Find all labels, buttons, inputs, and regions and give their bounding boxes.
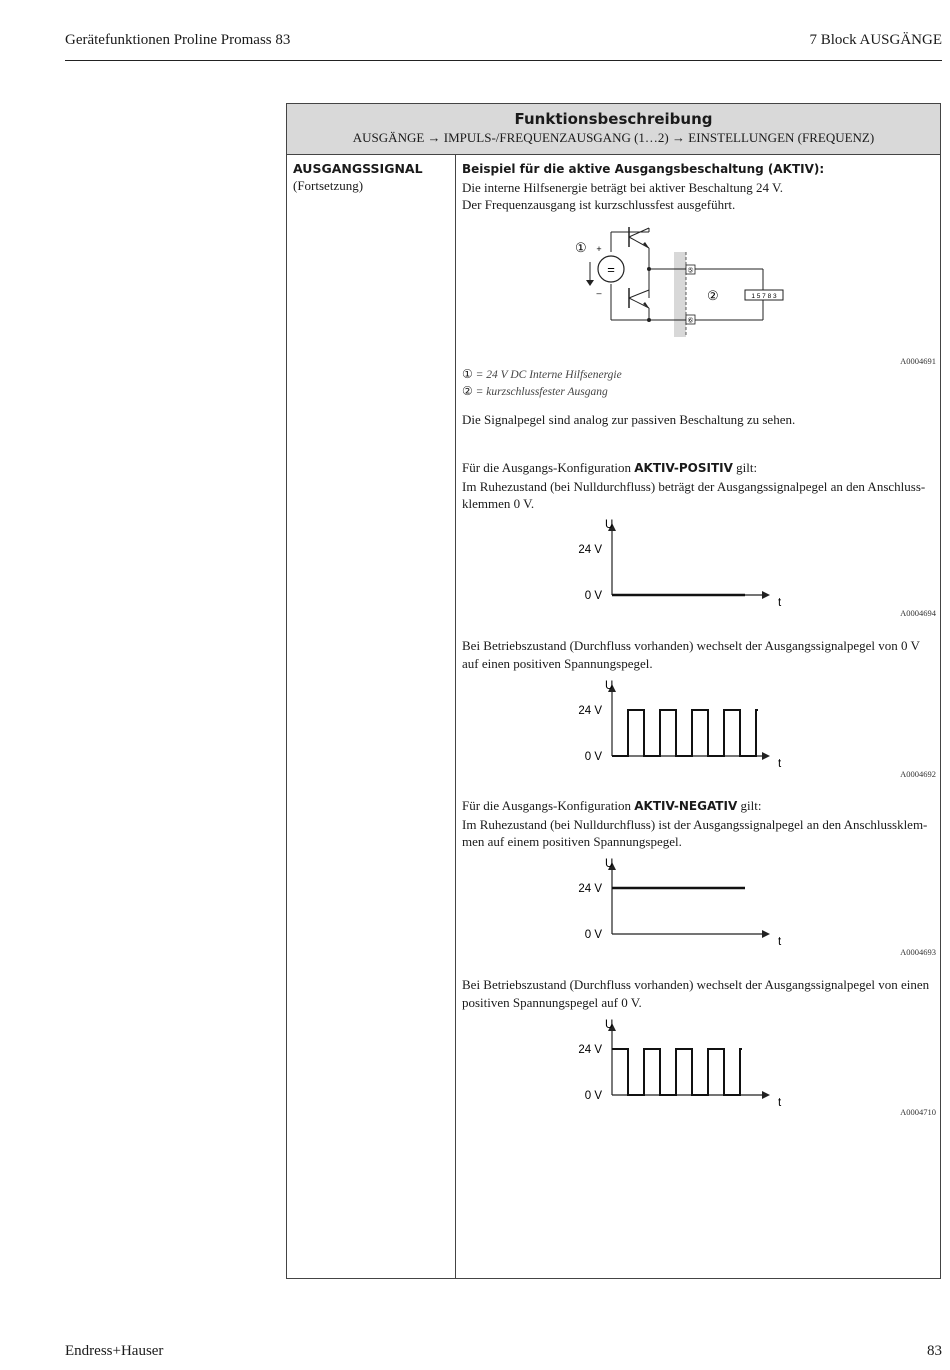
x-axis-arrow-icon xyxy=(762,752,770,760)
y-axis-label: U xyxy=(605,519,614,531)
signal-chart-negative-rest xyxy=(567,855,787,953)
text: gilt: xyxy=(732,460,758,475)
tick-label-0v: 0 V xyxy=(584,751,602,763)
intro-line-2: Der Frequenzausgang ist kurzschlussfest ausgeführt. xyxy=(462,197,736,212)
label-1: ① xyxy=(575,240,587,255)
x-axis-label: t xyxy=(778,597,782,609)
tick-label-24v: 24 V xyxy=(578,705,602,717)
figure-code: A0004691 xyxy=(900,356,936,366)
column-divider xyxy=(455,154,456,1278)
header-rule xyxy=(65,60,942,61)
signal-chart-positive-rest xyxy=(567,516,787,614)
text: Im Ruhezustand (bei Nulldurchfluss) ist der Ausgangssignalpegel an den Anschlussklem- xyxy=(462,816,928,832)
x-axis-arrow-icon xyxy=(762,1091,770,1099)
terminal-5: ⑤ xyxy=(687,267,694,275)
label-2: ② xyxy=(707,288,719,303)
figure-code: A0004692 xyxy=(900,769,936,779)
intro-paragraph xyxy=(462,160,936,214)
terminal-strip xyxy=(674,252,686,337)
tick-label-24v: 24 V xyxy=(578,1044,602,1056)
y-axis-label: U xyxy=(605,858,614,870)
text: Für die Ausgangs-Konfiguration xyxy=(462,798,635,813)
legend-text: = kurzschlussfester Ausgang xyxy=(475,386,608,398)
circuit-diagram xyxy=(567,222,787,342)
menu-path: AUSGÄNGE → IMPULS-/FREQUENZAUSGANG (1…2) → EINSTELLUNGEN (FREQUENZ) xyxy=(352,130,875,145)
figure-code: A0004693 xyxy=(900,947,936,957)
tick-label-0v: 0 V xyxy=(584,1090,602,1102)
signal-note: Die Signalpegel sind analog zur passiven Beschaltung zu sehen. xyxy=(462,412,796,427)
signal-trace xyxy=(612,710,758,756)
x-axis-label: t xyxy=(778,1097,782,1109)
figure-code: A0004694 xyxy=(900,608,936,618)
x-axis-arrow-icon xyxy=(762,591,770,599)
positive-operation-paragraph xyxy=(462,637,936,672)
terminal-6: ⑥ xyxy=(687,317,694,325)
x-axis-label: t xyxy=(778,758,782,770)
signal-chart-positive-operation xyxy=(567,677,787,775)
text: Für die Ausgangs-Konfiguration xyxy=(462,460,635,475)
text: gilt: xyxy=(737,798,762,813)
counter-display: 1 5 7 8 3 xyxy=(751,293,777,300)
config-name: AKTIV-NEGATIV xyxy=(634,799,738,813)
y-axis-label: U xyxy=(605,680,614,692)
legend-item-1 xyxy=(462,367,622,381)
config-name: AKTIV-POSITIV xyxy=(634,461,733,475)
legend-number: ① xyxy=(462,367,473,381)
text: Im Ruhezustand (bei Nulldurchfluss) beträgt der Ausgangssignalpegel an den Anschluss- xyxy=(462,478,926,494)
tick-label-24v: 24 V xyxy=(578,544,602,556)
signal-trace xyxy=(612,1049,742,1095)
figure-code: A0004710 xyxy=(900,1107,936,1117)
plus-sign: + xyxy=(596,244,602,254)
minus-sign: – xyxy=(596,288,602,298)
negative-operation-paragraph xyxy=(462,976,936,1011)
text: positiven Spannungspegel auf 0 V. xyxy=(462,994,642,1010)
text: auf einen positiven Spannungspegel. xyxy=(462,655,653,671)
x-axis-label: t xyxy=(778,936,782,948)
page-header-title: Gerätefunktionen Proline Promass 83 xyxy=(65,32,291,48)
table-header xyxy=(287,104,940,155)
parameter-cell xyxy=(293,160,423,194)
text: klemmen 0 V. xyxy=(462,496,535,511)
voltage-arrow-icon xyxy=(586,280,594,286)
parameter-name: AUSGANGSSIGNAL xyxy=(293,161,423,176)
parameter-note: (Fortsetzung) xyxy=(293,178,364,193)
page-header-section: 7 Block AUSGÄNGE xyxy=(809,32,942,48)
y-axis-label: U xyxy=(605,1019,614,1031)
x-axis-arrow-icon xyxy=(762,930,770,938)
text: men auf einem positiven Spannungspegel. xyxy=(462,834,682,849)
legend-text: = 24 V DC Interne Hilfsenergie xyxy=(475,369,622,381)
section-heading: Beispiel für die aktive Ausgangsbeschaltung (AKTIV): xyxy=(462,162,825,176)
source-symbol: = xyxy=(607,262,615,277)
tick-label-24v: 24 V xyxy=(578,883,602,895)
text: Bei Betriebszustand (Durchfluss vorhanden) wechselt der Ausgangssignalpegel von 0 V xyxy=(462,638,920,653)
intro-line-1: Die interne Hilfsenergie beträgt bei aktiver Beschaltung 24 V. xyxy=(462,179,783,195)
legend-number: ② xyxy=(462,384,473,398)
tick-label-0v: 0 V xyxy=(584,929,602,941)
negative-rest-paragraph xyxy=(462,797,936,851)
function-table xyxy=(286,103,941,1279)
legend-item-2 xyxy=(462,384,608,398)
page-number: 83 xyxy=(927,1343,942,1359)
footer-brand: Endress+Hauser xyxy=(65,1343,164,1359)
tick-label-0v: 0 V xyxy=(584,590,602,602)
positive-rest-paragraph xyxy=(462,459,936,513)
table-title: Funktionsbeschreibung xyxy=(514,110,713,128)
signal-chart-negative-operation xyxy=(567,1016,787,1114)
text: Bei Betriebszustand (Durchfluss vorhanden) wechselt der Ausgangssignalpegel von einen xyxy=(462,977,930,992)
